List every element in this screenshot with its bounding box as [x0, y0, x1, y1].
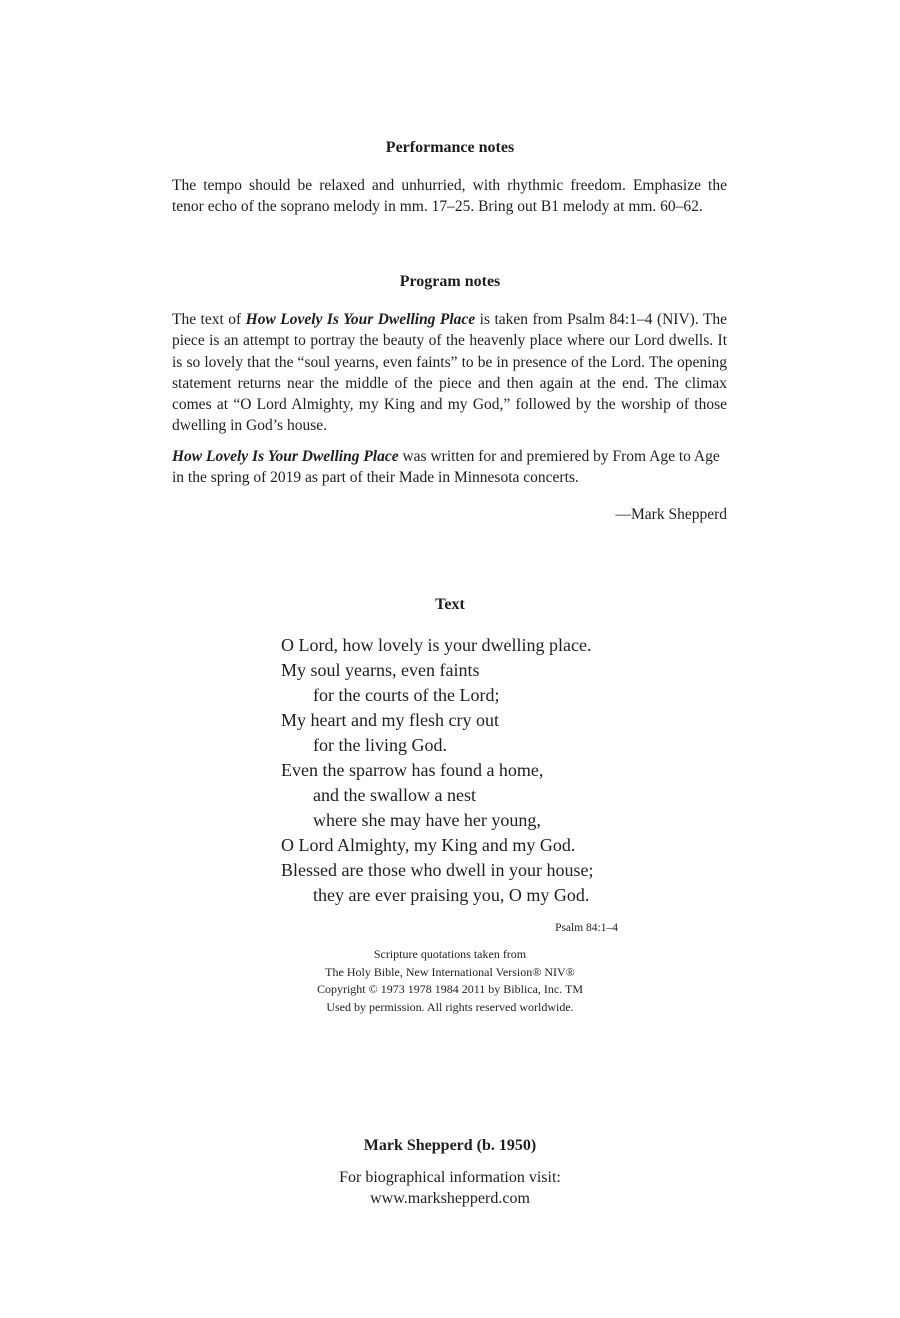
program-notes-paragraph-2: [172, 446, 727, 489]
text-line: My soul yearns, even faints: [281, 660, 480, 680]
bio-line: For biographical information visit:: [339, 1169, 561, 1186]
text-line: O Lord, how lovely is your dwelling place.: [281, 635, 592, 655]
program-notes-signature: —Mark Shepperd: [615, 506, 727, 523]
copyright-line: Copyright © 1973 1978 1984 2011 by Biblica, Inc. TM: [316, 982, 584, 996]
text-line: for the courts of the Lord;: [313, 685, 500, 705]
text-line: and the swallow a nest: [313, 785, 476, 805]
text-line: Even the sparrow has found a home,: [281, 760, 544, 780]
text-line: where she may have her young,: [313, 810, 541, 830]
composer-website-link[interactable]: www.markshepperd.com: [370, 1190, 530, 1207]
program-notes-heading: Program notes: [399, 273, 501, 290]
text-line: My heart and my flesh cry out: [281, 710, 499, 730]
text-heading: Text: [435, 596, 465, 613]
program-notes-p2-body: was written for and premiered by From Age to Age in the spring of 2019 as part of their Made in Minnesota concerts.: [172, 448, 720, 487]
text-line: for the living God.: [313, 735, 447, 755]
performance-notes-text: The tempo should be relaxed and unhurried, with rhythmic freedom. Emphasize the tenor echo of the soprano melody in mm. 17–25. Bring out B1 melody at mm. 60–62.: [172, 177, 727, 216]
text-line: O Lord Almighty, my King and my God.: [281, 835, 576, 855]
performance-notes-heading: Performance notes: [385, 139, 515, 156]
psalm-text: [281, 633, 641, 908]
text-line: they are ever praising you, O my God.: [313, 885, 590, 905]
copyright-line: Scripture quotations taken from: [373, 947, 527, 961]
copyright-line: Used by permission. All rights reserved worldwide.: [326, 999, 574, 1014]
text-line: Blessed are those who dwell in your house;: [281, 860, 594, 880]
scripture-copyright-notice: [0, 946, 900, 1016]
program-notes-p1-body: is taken from Psalm 84:1–4 (NIV). The piece is an attempt to portray the beauty of the heavenly place where our Lord dwells. It is so lovely that the “soul yearns, even faints” to be in presence of the Lord. The opening statement returns near the middle of the piece and then again at the end. The climax comes at “O Lord Almighty, my King and my God,” followed by the worship of those dwelling in God’s house.: [172, 311, 727, 435]
composer-bio: [0, 1167, 900, 1209]
program-notes-p1-intro: The text of: [172, 311, 246, 328]
program-notes-paragraph-1: [172, 309, 727, 437]
psalm-citation: Psalm 84:1–4: [555, 922, 618, 934]
piece-title: How Lovely Is Your Dwelling Place: [172, 448, 399, 465]
piece-title: How Lovely Is Your Dwelling Place: [245, 311, 476, 328]
composer-name: Mark Shepperd (b. 1950): [363, 1137, 537, 1154]
copyright-line: The Holy Bible, New International Version® NIV®: [325, 964, 575, 979]
